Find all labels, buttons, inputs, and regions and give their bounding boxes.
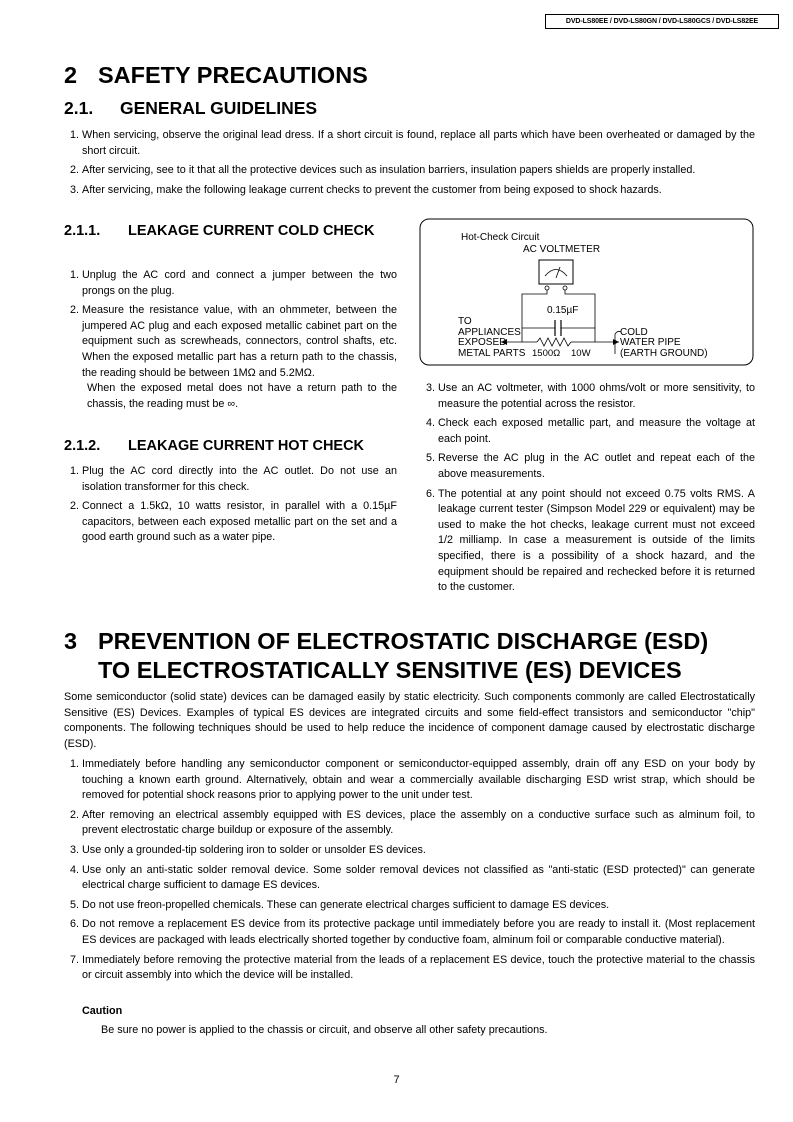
esd-intro-paragraph: Some semiconductor (solid state) devices can be damaged easily by static electricity. Such components commonly are called Electrostatically Sensitive (ES) Devices. Examples of typical ES devices are integrated circuits and some field-effect transistors and semiconductor "chip" components. The following techniques should be used to help reduce the incidence of component damage caused by electrostatic discharge (ESD). bbox=[64, 691, 755, 750]
section-3-heading-line1 bbox=[64, 627, 708, 655]
section-number: 3 bbox=[64, 628, 78, 654]
list-item: 6. Do not remove a replacement ES device from its protective package until immediately before you are ready to install it. (Most replacement ES devices are packaged with leads electrically shorted together by conductive foam, alminum foil or comparable conductive material). bbox=[70, 918, 755, 946]
list-item: 4. Use only an anti-static solder removal device. Some solder removal devices not classified as "anti-static (ESD protected)" can generate electrical charge sufficient to damage ES devices. bbox=[70, 863, 755, 892]
model-header: DVD-LS80EE / DVD-LS80GN / DVD-LS80GCS / DVD-LS82EE bbox=[545, 14, 779, 29]
list-item: 1. Immediately before handling any semiconductor component or semiconductor-equipped assembly, drain off any ESD on your body by touching a known earth ground. Alternatively, obtain and wear a commercially available discharging ESD wrist strap, which should be removed for potential shock reasons prior to applying power to the unit under test. bbox=[70, 758, 755, 802]
general-guidelines-list bbox=[70, 128, 755, 198]
hot-check-list bbox=[70, 464, 397, 546]
list-item: 3. Use an AC voltmeter, with 1000 ohms/volt or more sensitivity, to measure the potential across the resistor. bbox=[426, 382, 755, 410]
list-item: 1. When servicing, observe the original lead dress. If a short circuit is found, replace all parts which have been overheated or damaged by the short circuit. bbox=[70, 129, 755, 157]
list-item: 3. After servicing, make the following leakage current checks to prevent the customer from being exposed to shock hazards. bbox=[70, 183, 662, 196]
meter-terminal bbox=[545, 286, 549, 290]
list-item: 2. After removing an electrical assembly equipped with ES devices, place the assembly on a conductive surface such as alminum foil, to prevent electrostatic charge buildup or exposure of the assembly. bbox=[70, 808, 755, 837]
label-water-pipe: WATER PIPE bbox=[620, 337, 681, 348]
list-item: 3. Use only a grounded-tip soldering iron to solder or unsolder ES devices. bbox=[70, 843, 426, 856]
label-appliances: APPLIANCES bbox=[458, 327, 521, 338]
label-earth-ground: (EARTH GROUND) bbox=[620, 348, 708, 359]
meter-needle bbox=[556, 267, 560, 278]
label-metal-parts: METAL PARTS bbox=[458, 348, 526, 359]
meter-dial bbox=[545, 270, 567, 277]
label-exposed: EXPOSED bbox=[458, 337, 507, 348]
section-2-heading bbox=[64, 61, 368, 89]
list-item: 6. The potential at any point should not exceed 0.75 volts RMS. A leakage current tester (Simpson Model 229 or equivalent) may be used to make the hot checks, leakage current must not exceed 1/2 milliamp. In case a measurement is outside of the limits specified, there is a possibility of a shock hazard, and the equipment should be repaired and rechecked before it is returned to the customer. bbox=[426, 487, 755, 594]
resistor-wattage: 10W bbox=[571, 348, 591, 359]
section-title: LEAKAGE CURRENT COLD CHECK bbox=[128, 223, 375, 239]
wire bbox=[565, 290, 595, 342]
list-item: 2. Measure the resistance value, with an ohmmeter, between the jumpered AC plug and each exposed metallic cabinet part on the equipment such as screwheads, connectors, control shafts, etc. When the exposed metallic part has a return path to the chassis, the reading should be between 1MΩ and 5.2MΩ. When the exposed metal does not have a return path to the chassis, the reading must be ∞. bbox=[70, 303, 397, 412]
section-2-1-2-heading bbox=[64, 437, 404, 457]
list-item: 5. Do not use freon-propelled chemicals. These can generate electrical charges sufficient to damage ES devices. bbox=[70, 898, 610, 911]
resistor-value: 1500Ω bbox=[532, 348, 561, 359]
section-number: 2.1.2. bbox=[64, 438, 101, 454]
section-title: LEAKAGE CURRENT HOT CHECK bbox=[128, 438, 365, 454]
section-number: 2 bbox=[64, 62, 78, 88]
section-title: GENERAL GUIDELINES bbox=[120, 98, 318, 118]
section-2-1-heading bbox=[64, 97, 317, 119]
caution-text: Be sure no power is applied to the chassis or circuit, and observe all other safety precautions. bbox=[101, 1024, 548, 1036]
list-item: 4. Check each exposed metallic part, and measure the voltage at each point. bbox=[426, 417, 755, 445]
cold-check-list bbox=[70, 268, 397, 412]
cold-check-note: When the exposed metal does not have a return path to the chassis, the reading must be ∞. bbox=[87, 382, 397, 410]
diagram-title: Hot-Check Circuit bbox=[461, 232, 540, 243]
section-2-1-1-heading bbox=[64, 222, 404, 262]
meter-terminal bbox=[563, 286, 567, 290]
hot-check-circuit-diagram bbox=[419, 218, 754, 366]
label-to: TO bbox=[458, 316, 472, 327]
list-item: 1. Unplug the AC cord and connect a jumper between the two prongs on the plug. bbox=[70, 269, 397, 297]
caution-title: Caution bbox=[82, 1005, 123, 1017]
label-cold: COLD bbox=[620, 327, 648, 338]
voltmeter-icon bbox=[539, 260, 573, 284]
list-item: 2. After servicing, see to it that all the protective devices such as insulation barriers, insulation papers shields are properly installed. bbox=[70, 164, 696, 177]
hot-check-list-continued bbox=[426, 381, 755, 596]
page-number: 7 bbox=[393, 1074, 400, 1086]
section-3-heading-line2: TO ELECTROSTATICALLY SENSITIVE (ES) DEVICES bbox=[98, 657, 682, 683]
list-item: 7. Immediately before removing the protective material from the leads of a replacement ES device, touch the protective material to the chassis or circuit assembly into which the device will be installed. bbox=[70, 953, 755, 982]
list-item: 2. Connect a 1.5kΩ, 10 watts resistor, in parallel with a 0.15µF capacitors, between each exposed metallic part on the set and a good earth ground such as a water pipe. bbox=[70, 500, 397, 544]
section-number: 2.1.1. bbox=[64, 223, 101, 239]
arrow-icon bbox=[613, 339, 619, 345]
resistor-symbol bbox=[537, 338, 571, 346]
list-item: 1. Plug the AC cord directly into the AC outlet. Do not use an isolation transformer for this check. bbox=[70, 465, 397, 493]
esd-techniques-list bbox=[70, 757, 755, 984]
section-title: PREVENTION OF ELECTROSTATIC DISCHARGE (ESD) bbox=[98, 628, 709, 654]
section-title: SAFETY PRECAUTIONS bbox=[98, 62, 368, 88]
capacitor-label: 0.15µF bbox=[547, 305, 579, 316]
list-item: 5. Reverse the AC plug in the AC outlet and repeat each of the above measurements. bbox=[426, 452, 755, 480]
voltmeter-label: AC VOLTMETER bbox=[523, 244, 601, 255]
wire bbox=[522, 290, 547, 342]
section-number: 2.1. bbox=[64, 98, 94, 118]
